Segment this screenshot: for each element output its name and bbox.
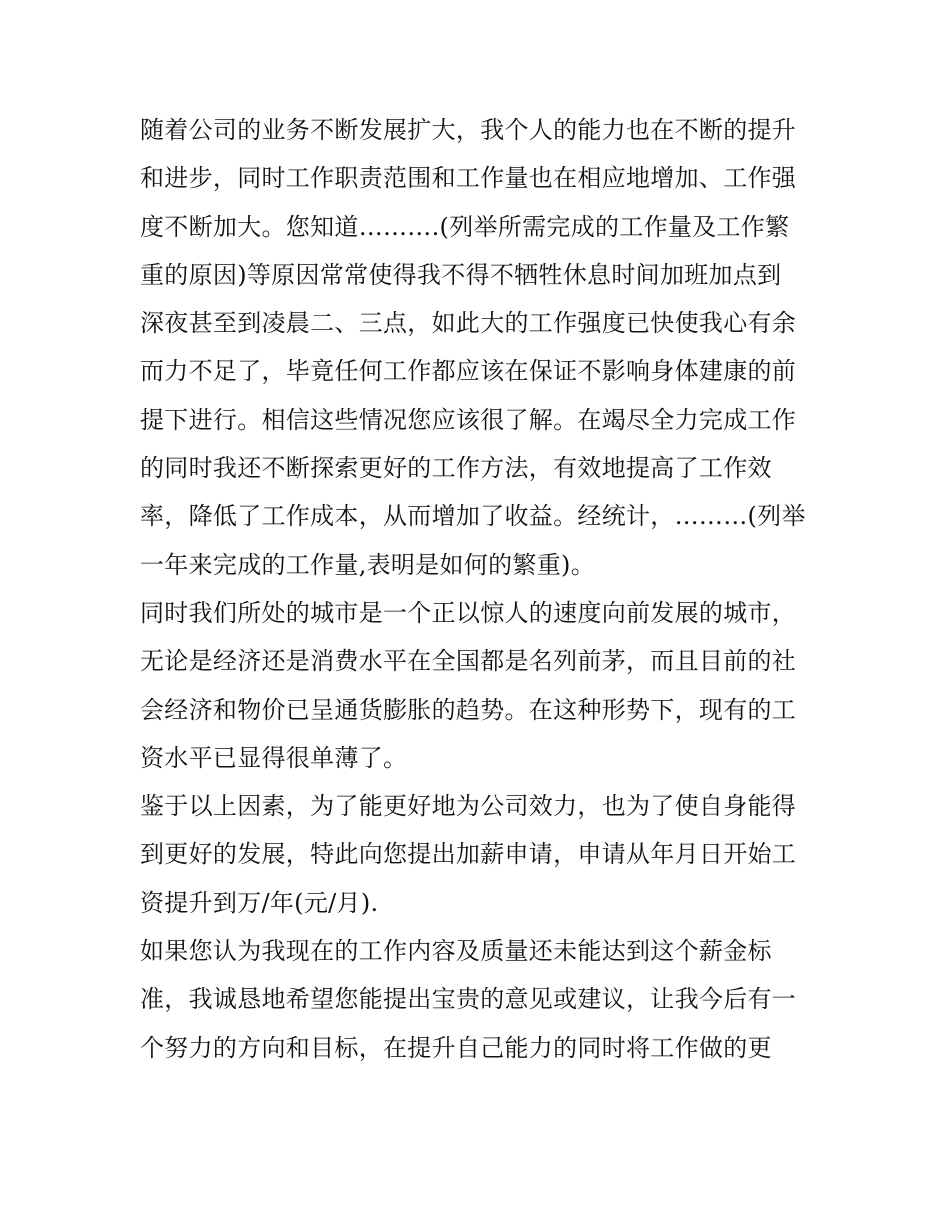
text-line: 个努力的方向和目标，在提升自己能力的同时将工作做的更: [140, 1033, 772, 1062]
text-line: 提下进行。相信这些情况您应该很了解。在竭尽全力完成工作: [140, 405, 797, 434]
text-line: 准，我诚恳地希望您能提出宝贵的意见或建议，让我今后有一: [140, 985, 797, 1014]
text-line: 资提升到万/年(元/月).: [140, 888, 379, 917]
text-line: 而力不足了，毕竟任何工作都应该在保证不影响身体建康的前: [140, 357, 797, 386]
text-line: 到更好的发展，特此向您提出加薪申请，申请从年月日开始工: [140, 840, 797, 869]
text-line: 同时我们所处的城市是一个正以惊人的速度向前发展的城市，: [140, 598, 797, 627]
text-line: 重的原因)等原因常常使得我不得不牺牲休息时间加班加点到: [140, 260, 782, 289]
text-line: 和进步，同时工作职责范围和工作量也在相应地增加、工作强: [140, 164, 797, 193]
text-line: 率，降低了工作成本，从而增加了收益。经统计，………(列举: [140, 502, 806, 531]
text-line: 如果您认为我现在的工作内容及质量还未能达到这个薪金标: [140, 937, 772, 966]
text-line: 的同时我还不断探索更好的工作方法，有效地提高了工作效: [140, 454, 772, 483]
text-line: 会经济和物价已呈通货膨胀的趋势。在这种形势下，现有的工: [140, 695, 797, 724]
text-line: 资水平已显得很单薄了。: [140, 743, 408, 772]
text-line: 随着公司的业务不断发展扩大，我个人的能力也在不断的提升: [140, 116, 797, 144]
text-line: 一年来完成的工作量,表明是如何的繁重)。: [140, 550, 595, 579]
text-line: 深夜甚至到凌晨二、三点，如此大的工作强度已快使我心有余: [140, 309, 797, 338]
document-body: [140, 106, 816, 1072]
text-line: 鉴于以上因素，为了能更好地为公司效力，也为了使自身能得: [140, 792, 797, 821]
text-line: 度不断加大。您知道……….(列举所需完成的工作量及工作繁: [140, 212, 790, 241]
text-line: 无论是经济还是消费水平在全国都是名列前茅，而且目前的社: [140, 647, 797, 676]
